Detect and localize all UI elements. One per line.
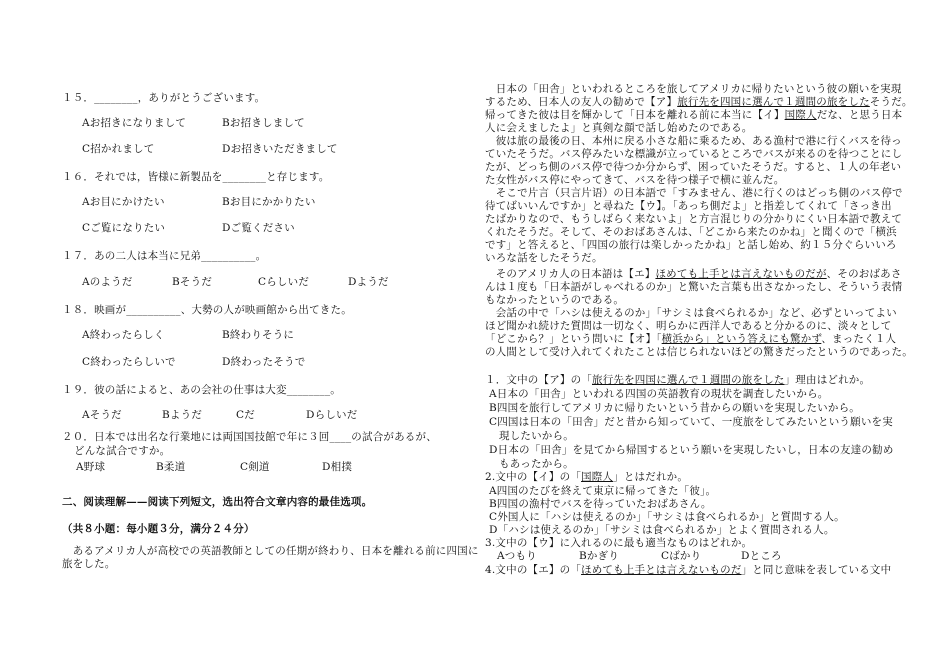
q16-option-d: Dご覧ください [222,222,295,234]
passage-line: そのアメリカ人の日本語は【エ】ほめても上手とは言えないものだが、そのおばあさ [485,268,902,280]
passage-line: するため、日本人の友人の勧めで【ア】旅行先を四国に選んで１週間の旅をしたそうだ。 [485,96,913,108]
q16-option-a: Aお目にかけたい [82,196,165,208]
q18-stem: １８．映画が__________、大勢の人が映画館から出てきた。 [62,304,352,316]
passage-line: 「どこから？」という問いに【オ】「横浜から」という答えにも驚かず、まったく１人 [485,333,897,345]
q15-option-a: Aお招きになりまして [82,117,187,129]
section-note: （共８小题：每小题３分，满分２４分） [62,523,255,535]
passage-line: たばかりなので、もうしばらく来ないよ」と方言混じりの分かりにくい日本語で教えて [485,213,903,225]
passage-line: 待てばいいんですか」と尋ねた【ウ】。「あっち側だよ」と指差してくれて「さっき出 [485,200,892,212]
q20-option-d: D相撲 [322,461,353,473]
reading-q3-option-c: Cばかり [661,550,702,562]
passage-line: ほど聞かれ続けた質問は一切なく、明らかに西洋人であると分かるのに、淡々として [485,320,892,332]
q17-stem: １７．あの二人は本当に兄弟__________。 [62,250,267,262]
reading-q2-option-c: C外国人に「ハシは使えるのか」「サシミは食べられるか」と質問する人。 [489,511,845,523]
q20-option-b: B柔道 [156,461,186,473]
passage-line: んは１度も「日本語がしゃべれるのか」と驚いた言葉も出さなかったし、そういう表情 [485,281,903,293]
passage-line: いろな話をしたそうだ。 [485,252,603,264]
q15-option-d: Dお招きいただきまして [222,143,338,155]
q16-option-c: Cご覧になりたい [82,222,166,234]
q19-option-d: Dらしいだ [306,409,358,421]
q20-option-a: A野球 [76,461,106,473]
q17-option-c: Cらしいだ [258,276,310,288]
passage-line: もなかったというのである。 [485,294,625,306]
q19-option-c: Cだ [236,409,255,421]
reading-q4-stem: 4.文中の【エ】の「ほめても上手とは言えないものだ」と同じ意味を表している文中 [485,564,892,576]
reading-q1-option-c: C四国は日本の「田舎」だと昔から知っていて、一度旅をしてみたいという願いを実 [489,416,893,428]
reading-q2-stem: 2.文中の【イ】の「国際人」とはだれか。 [485,471,689,483]
reading-q1-option-d-cont: もあったから。 [499,458,574,470]
passage-line: たが、どっち側のバス停で待つか分からず、困っていたそうだ。すると、１人の年老い [485,161,902,173]
reading-q1-option-d: D日本の「田舎」を見てから帰国するという願いを実現したいし，日本の友達の勧め [489,444,894,456]
section-title: 二、阅读理解——阅读下列短文，选出符合文章内容的最佳选项。 [62,496,373,508]
reading-q1-option-b: B四国を旅行してアメリカに帰りたいという昔からの願いを実現したいから。 [489,402,860,414]
underline-a: 旅行先を四国に選んで１週間の旅をした [677,96,870,108]
passage-line: 人に会えましたよ」と真剣な顔で話し始めたのである。 [485,122,753,134]
reading-q3-option-d: Dところ [741,550,782,562]
q17-option-b: Bそうだ [172,276,213,288]
passage-line: 日本の「田舎」といわれるところを旅してアメリカに帰りたいという彼の願いを実現 [485,83,902,95]
reading-q1-option-c-cont: 現したいから。 [499,430,574,442]
passage-line: 帰ってきた彼は目を輝かして「日本を離れる前に本当に【イ】国際人だな、と思う日本 [485,109,903,121]
reading-q2-option-d: D「ハシは使えるのか」「サシミは食べられるか」とよく質問される人。 [489,524,835,536]
reading-q2-option-b: B四国の漁村でバスを待っていたおばあさん。 [489,498,712,510]
q17-option-d: Dようだ [348,276,389,288]
q19-option-b: Bようだ [162,409,203,421]
passage-line: 旅をした。 [62,558,116,570]
q18-option-c: C終わったらしいで [82,356,176,368]
underline-e: ほめても上手とは言えないものだが [655,268,827,280]
q15-option-c: C招かれまして [82,143,155,155]
passage-line: の人間として受け入れてくれたことは信じられないほどの驚きだったというのであった。 [485,346,913,358]
passage-line: 彼は旅の最後の日、本州に戻る小さな船に乗るため、ある漁村で港に行くバスを待っ [485,135,902,147]
reading-q3-stem: 3.文中の【ウ】に入れるのに最も適当なものはどれか。 [485,537,753,549]
q20-option-c: C剣道 [240,461,270,473]
q18-option-a: A終わったらしく [82,329,165,341]
q16-option-b: Bお目にかかりたい [222,196,316,208]
reading-q1-option-a: A日本の「田舎」といわれる四国の英語教育の現状を調査したいから。 [489,388,829,400]
passage-line: 会話の中で「ハシは使えるのか」「サシミは食べられるか」など、必ずといってよい [485,307,897,319]
reading-q3-option-b: Bかぎり [579,550,620,562]
underline-i: 国際人 [784,109,817,121]
q16-stem: １６．それでは，皆様に新製品を________と存じます。 [62,171,330,183]
q17-option-a: Aのようだ [82,276,133,288]
q20-stem: ２０．日本では出名な行業地には両国国技館で年に３回____の試合があるが、 [62,431,437,443]
reading-q1-stem: １．文中の【ア】の「旅行先を四国に選んで１週間の旅をした」理由はどれか。 [485,374,871,386]
q18-option-d: D終わったそうで [222,356,306,368]
q19-stem: １９．彼の話によると、あの会社の仕事は大変________。 [62,384,341,396]
passage-line: くれたそうだ。そして、そのおばあさんは、「どこから来たのかね」と聞くので「横浜 [485,226,897,238]
passage-line: あるアメリカ人が高校での英語教師としての任期が終わり、日本を離れる前に四国に [62,545,479,557]
passage-line: そこで片言（只言片语）の日本語で「すみません、港に行くのはどっち側のバス停で [485,187,903,199]
passage-line: ていたそうだ。バス停みたいな標識が立っているところでバスが来るのを待つことにし [485,148,903,160]
q15-stem: １５．________，ありがとうございます。 [62,92,266,104]
q15-option-b: Bお招きしまして [222,117,305,129]
reading-q3-option-a: Aつもり [497,550,537,562]
passage-line: です」と答えると、「四国の旅行は楽しかったかね」と話し始め、約１５分ぐらいいろ [485,239,897,251]
reading-q2-option-a: A四国のたびを終えて東京に帰ってきた「彼」。 [489,485,717,497]
q18-option-b: B終わりそうに [222,329,295,341]
underline-o: 横浜から」という答えにも驚かず [661,333,822,345]
q20-stem-cont: どんな試合ですか。 [74,445,171,457]
passage-line: た女性がバス停にやってきて、バスを待つ様子で横に並んだ。 [485,174,785,186]
q19-option-a: Aそうだ [82,409,122,421]
